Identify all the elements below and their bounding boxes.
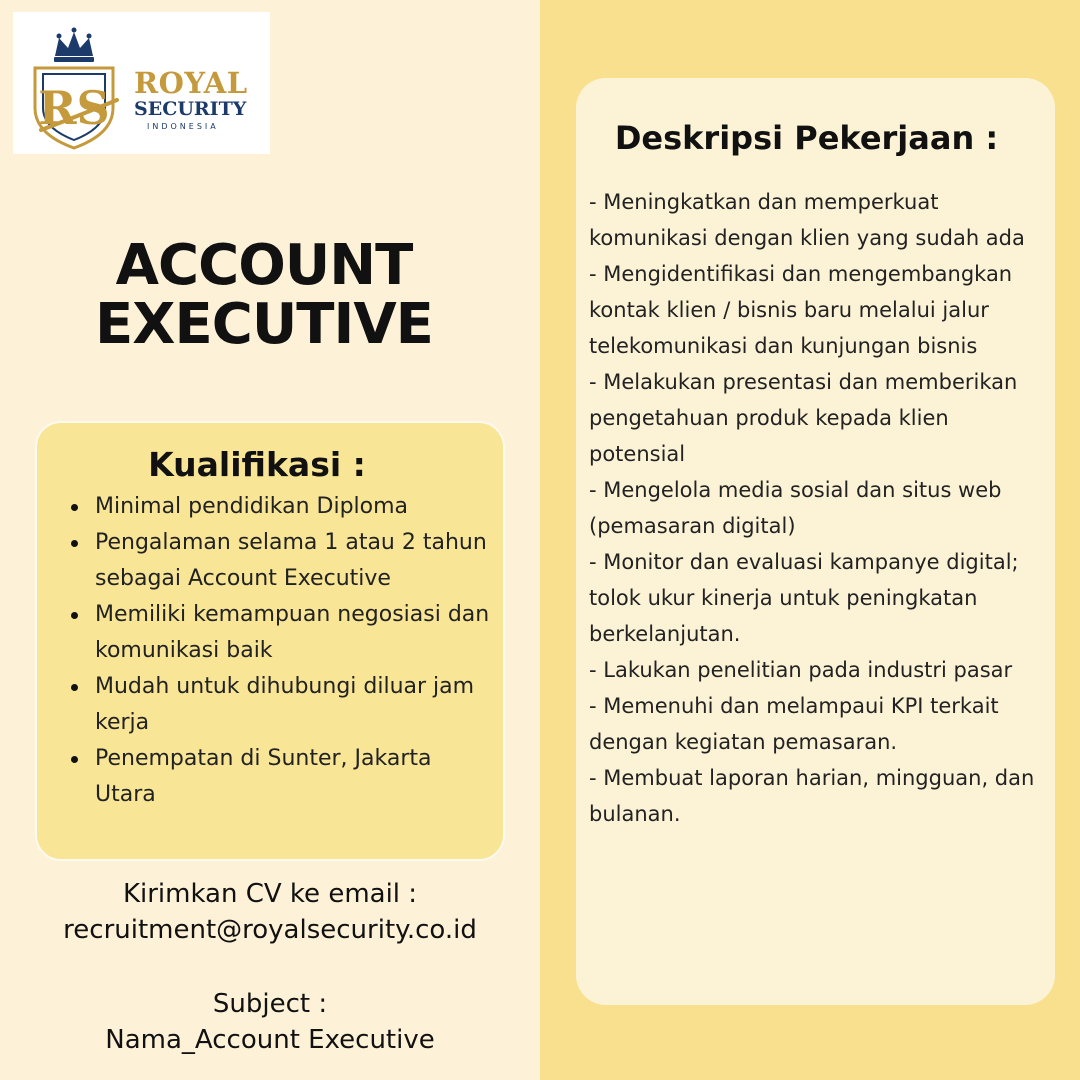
qualification-item: Minimal pendidikan Diploma (71, 489, 491, 525)
subject-value: Nama_Account Executive (105, 1025, 435, 1055)
logo-royal-text: ROYAL (134, 66, 248, 100)
logo-indonesia-text: INDONESIA (147, 122, 219, 131)
job-description-item: - Mengelola media sosial dan situs web (pemasaran digital) (589, 478, 1002, 538)
company-logo (13, 12, 270, 154)
apply-label: Kirimkan CV ke email : (122, 879, 418, 909)
email-subject (0, 986, 540, 1058)
qualifications-list (71, 489, 491, 813)
apply-instructions (0, 876, 540, 948)
logo-security-text: SECURITY (134, 98, 247, 120)
job-title-line-1: ACCOUNT (115, 233, 413, 298)
job-description-card (576, 78, 1055, 1005)
apply-email[interactable]: recruitment@royalsecurity.co.id (63, 915, 477, 945)
job-description-item: - Mengidentifikasi dan mengembangkan kontak klien / bisnis baru melalui jalur telekomunikasi dan kunjungan bisnis (589, 262, 1013, 358)
job-description-item: - Melakukan presentasi dan memberikan pengetahuan produk kepada klien potensial (589, 370, 1018, 466)
job-description-item: - Lakukan penelitian pada industri pasar (589, 658, 1013, 682)
qualification-item: Memiliki kemampuan negosiasi dan komunikasi baik (71, 597, 491, 669)
job-description-heading: Deskripsi Pekerjaan : (614, 119, 999, 157)
job-description-item: - Meningkatkan dan memperkuat komunikasi dengan klien yang sudah ada (589, 190, 1025, 250)
job-title-line-2: EXECUTIVE (95, 292, 433, 357)
job-description-list (589, 184, 1051, 832)
job-title (0, 233, 528, 357)
job-description-item: - Membuat laporan harian, mingguan, dan bulanan. (589, 766, 1035, 826)
qualification-item: Mudah untuk dihubungi diluar jam kerja (71, 669, 491, 741)
job-description-item: - Monitor dan evaluasi kampanye digital; tolok ukur kinerja untuk peningkatan berkelanjutan. (589, 550, 1019, 646)
subject-label: Subject : (212, 989, 328, 1019)
svg-text:RS: RS (38, 81, 110, 135)
job-description-item: - Memenuhi dan melampaui KPI terkait dengan kegiatan pemasaran. (589, 694, 999, 754)
qualification-item: Penempatan di Sunter, Jakarta Utara (71, 741, 491, 813)
qualifications-card (35, 421, 505, 861)
qualifications-heading: Kualifikasi : (148, 445, 366, 484)
qualification-item: Pengalaman selama 1 atau 2 tahun sebagai Account Executive (71, 525, 491, 597)
